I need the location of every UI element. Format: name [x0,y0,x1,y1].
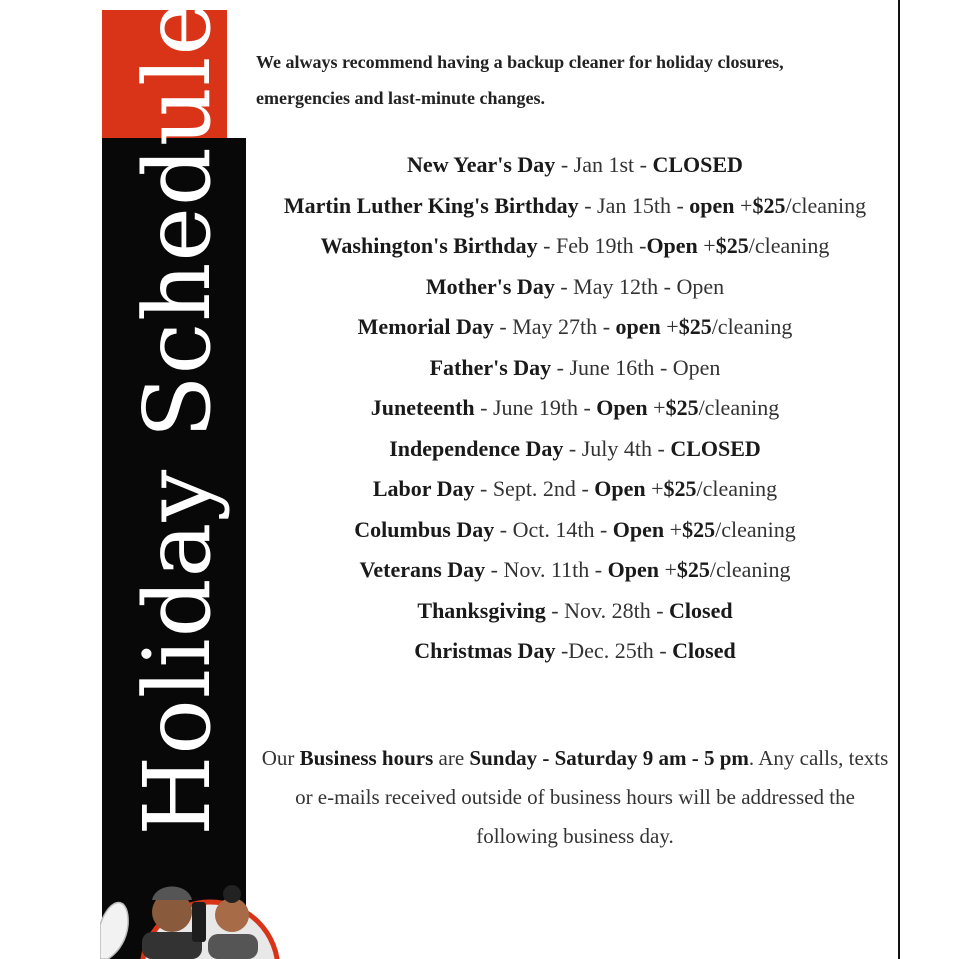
business-hours-note: Our Business hours are Sunday - Saturday 9 am - 5 pm. Any calls, texts or e-mails received outside of business hours will be addressed the following business day. [261,746,889,848]
holiday-status: Open [612,516,665,542]
holiday-fee: $25 [682,516,716,542]
holiday-date: June 16th [569,354,655,380]
holiday-date: Dec. 25th [568,638,654,663]
holiday-name: New Year's Day [407,152,556,177]
holiday-date: May 27th [512,314,598,339]
holiday-name: Martin Luther King's Birthday [283,192,579,218]
holiday-row-veterans: Veterans Day - Nov. 11th - Open +$25/cleaning [359,557,791,582]
holiday-status: open [615,314,661,339]
holiday-date: Oct. 14th [512,516,595,542]
holiday-name: Independence Day [389,435,564,461]
holiday-name: Christmas Day [414,638,556,663]
holiday-date: Jan 15th [597,192,671,218]
holiday-status: Open [676,273,725,299]
holiday-status: Closed [672,638,736,663]
holiday-date: Nov. 11th [503,557,590,582]
intro-line-1: We always recommend having a backup cleaner for holiday closures, [256,52,784,72]
holiday-status: CLOSED [652,152,743,177]
holiday-name: Father's Day [429,354,552,380]
holiday-status: Closed [669,597,733,623]
holiday-status: Open [596,395,648,420]
holiday-row-independence: Independence Day - July 4th - CLOSED [389,435,761,461]
holiday-date: Feb 19th [555,233,634,258]
holiday-fee: $25 [676,557,710,582]
holiday-date: July 4th [581,435,652,461]
holiday-row-columbus: Columbus Day - Oct. 14th - Open +$25/cleaning [354,516,796,542]
holiday-row-new-years: New Year's Day - Jan 1st - CLOSED [407,152,743,177]
holiday-status: CLOSED [670,435,761,461]
business-hours-label: Business hours [299,746,434,770]
holiday-fee: $25 [678,314,712,339]
holiday-row-mlk: Martin Luther King's Birthday - Jan 15th - open +$25/cleaning [283,192,867,218]
holiday-status: Open [607,557,659,582]
holiday-fee: $25 [663,476,697,501]
holiday-row-washington: Washington's Birthday - Feb 19th -Open +$25/cleaning [320,233,830,258]
holiday-status: Open [594,476,646,501]
page-title: Holiday Schedule [124,0,231,836]
holiday-list [250,145,900,672]
holiday-name: Labor Day [372,476,475,501]
holiday-date: Jan 1st [573,152,635,177]
holiday-name: Mother's Day [425,273,555,299]
holiday-row-juneteenth: Juneteenth - June 19th - Open +$25/cleaning [370,395,780,420]
holiday-fee: $25 [665,395,699,420]
holiday-status: Open [672,354,721,380]
holiday-row-memorial: Memorial Day - May 27th - open +$25/cleaning [357,314,793,339]
holiday-row-fathers: Father's Day - June 16th - Open [429,354,721,380]
holiday-row-labor: Labor Day - Sept. 2nd - Open +$25/cleaning [372,476,778,501]
holiday-name: Columbus Day [354,516,495,542]
holiday-status: open [689,192,735,218]
intro-line-2: emergencies and last-minute changes. [256,88,545,108]
holiday-status: Open [646,233,698,258]
holiday-name: Washington's Birthday [320,233,538,258]
holiday-row-christmas: Christmas Day -Dec. 25th - Closed [414,638,736,663]
holiday-date: Sept. 2nd [492,476,576,501]
holiday-fee: $25 [715,233,749,258]
holiday-date: June 19th [493,395,578,420]
holiday-name: Thanksgiving [417,597,546,623]
cleaners-logo-illustration [100,870,280,959]
holiday-name: Veterans Day [359,557,486,582]
holiday-date: May 12th [573,273,659,299]
holiday-row-thanksgiving: Thanksgiving - Nov. 28th - Closed [417,597,733,623]
holiday-name: Memorial Day [357,314,494,339]
holiday-fee: $25 [752,192,786,218]
business-hours-days: Sunday - Saturday 9 am - 5 pm [469,746,749,770]
holiday-date: Nov. 28th [564,597,651,623]
holiday-name: Juneteenth [370,395,475,420]
holiday-row-mothers: Mother's Day - May 12th - Open [425,273,725,299]
intro-note [256,44,876,116]
